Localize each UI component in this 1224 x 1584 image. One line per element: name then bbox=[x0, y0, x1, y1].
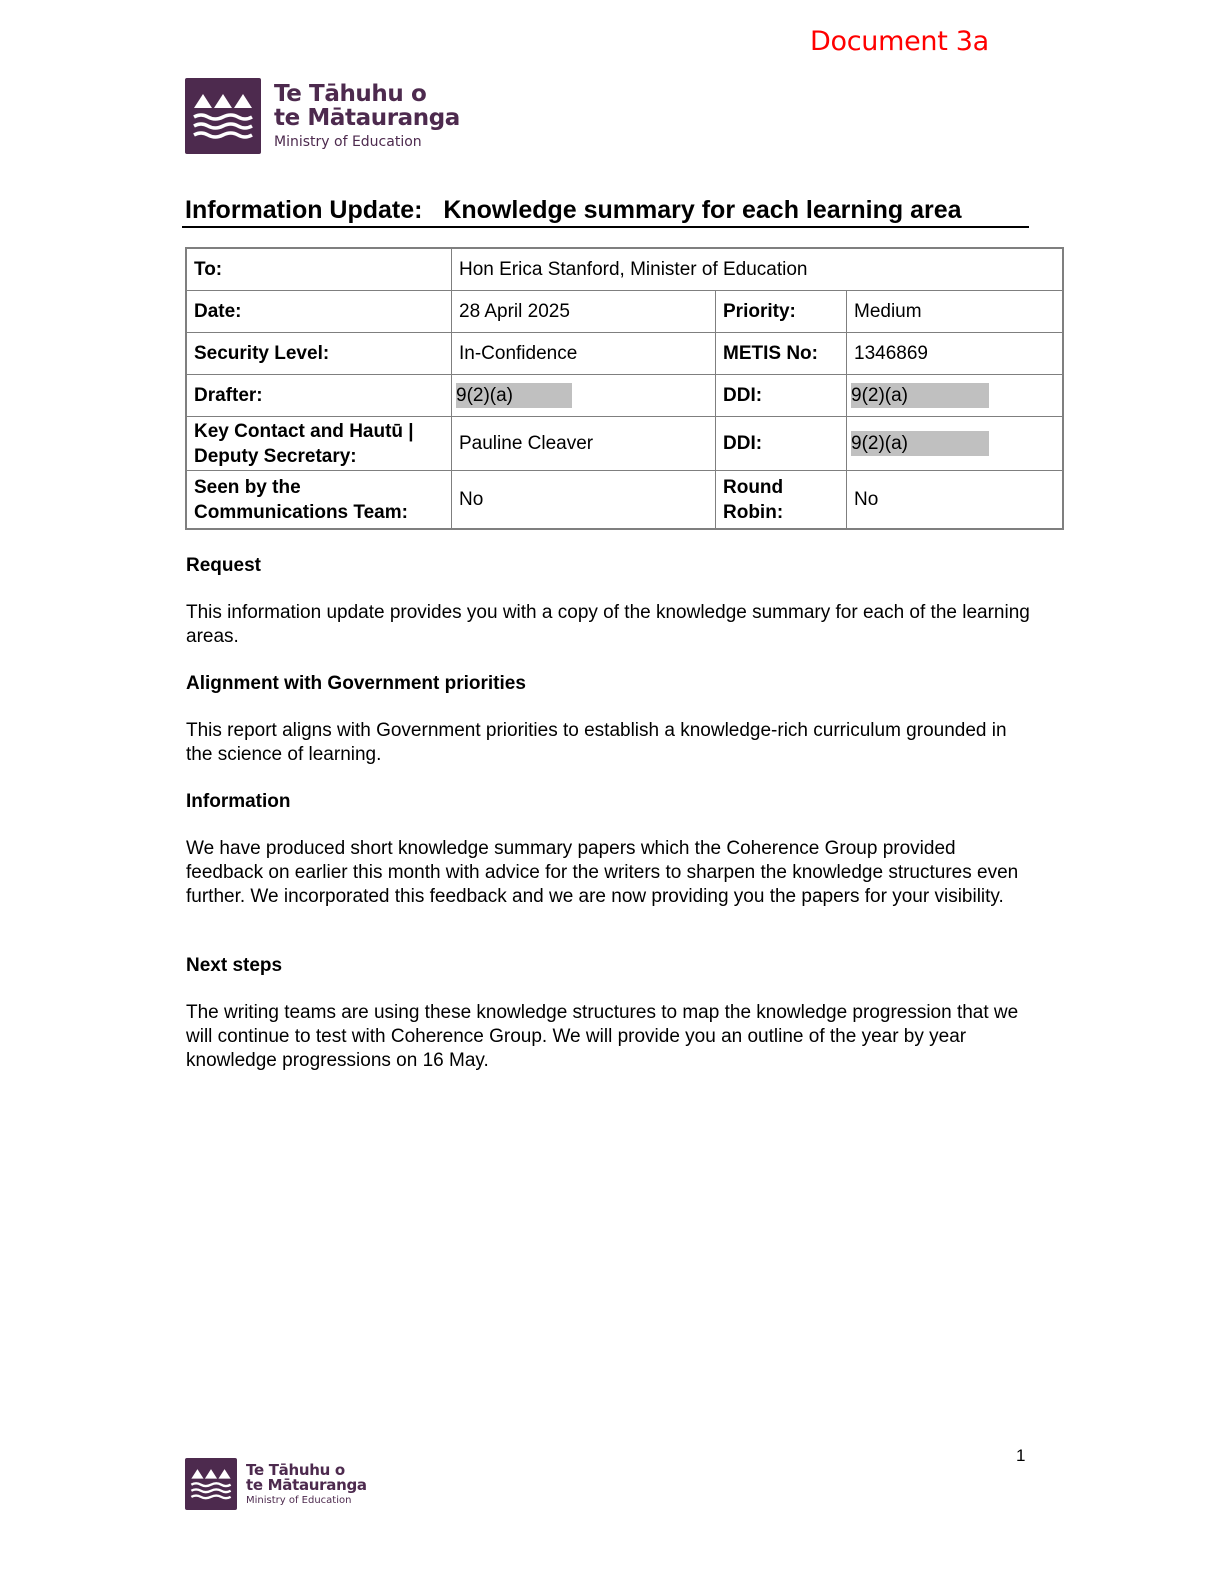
drafter-redacted-value: 9(2)(a) bbox=[456, 383, 572, 408]
footer-ministry-logo bbox=[185, 1458, 367, 1510]
round-robin-label-line-2: Robin: bbox=[723, 501, 784, 523]
key-contact-label-line-1: Key Contact and Hautū | bbox=[194, 420, 414, 442]
page-title: Information Update: Knowledge summary for each learning area bbox=[185, 196, 962, 224]
key-contact-label bbox=[186, 417, 452, 471]
round-robin-label-line-1: Round bbox=[723, 476, 784, 498]
footer-logo-line-2: te Mātauranga bbox=[246, 1475, 367, 1494]
round-robin-label bbox=[716, 471, 847, 530]
next-steps-heading: Next steps bbox=[186, 955, 283, 976]
title-underline bbox=[182, 226, 1029, 228]
table-row bbox=[186, 291, 1063, 333]
table-row bbox=[186, 248, 1063, 291]
ddi-label-2: DDI: bbox=[716, 417, 847, 471]
logo-line-3: Ministry of Education bbox=[274, 134, 422, 150]
to-value: Hon Erica Stanford, Minister of Education bbox=[452, 248, 1064, 291]
information-heading: Information bbox=[186, 791, 291, 812]
ddi-redacted-value: 9(2)(a) bbox=[851, 383, 989, 408]
logo-line-1: Te Tāhuhu o bbox=[274, 81, 427, 107]
security-level-label: Security Level: bbox=[186, 333, 452, 375]
to-label: To: bbox=[186, 248, 452, 291]
comms-team-label bbox=[186, 471, 452, 530]
key-contact-label-line-2: Deputy Secretary: bbox=[194, 445, 357, 467]
drafter-label: Drafter: bbox=[186, 375, 452, 417]
ddi-2-redacted-value: 9(2)(a) bbox=[851, 431, 989, 456]
footer-logo-mark-icon bbox=[185, 1458, 237, 1510]
table-row bbox=[186, 333, 1063, 375]
round-robin-value: No bbox=[847, 471, 1064, 530]
page-number: 1 bbox=[1016, 1446, 1026, 1465]
footer-logo-line-1: Te Tāhuhu o bbox=[246, 1460, 345, 1479]
next-steps-body: The writing teams are using these knowledge structures to map the knowledge progression that we will continue to test with Coherence Group. We will provide you an outline of the year by year knowledge progressions on 16 May. bbox=[186, 1002, 1019, 1071]
table-row bbox=[186, 375, 1063, 417]
request-body: This information update provides you with a copy of the knowledge summary for each of the learning areas. bbox=[186, 602, 1030, 647]
date-value: 28 April 2025 bbox=[452, 291, 716, 333]
logo-line-2: te Mātauranga bbox=[274, 105, 460, 131]
priority-value: Medium bbox=[847, 291, 1064, 333]
comms-team-label-line-2: Communications Team: bbox=[194, 501, 408, 523]
security-level-value: In-Confidence bbox=[452, 333, 716, 375]
date-label: Date: bbox=[186, 291, 452, 333]
metis-label: METIS No: bbox=[716, 333, 847, 375]
document-label: Document 3a bbox=[810, 26, 989, 57]
table-row bbox=[186, 417, 1063, 471]
metis-value: 1346869 bbox=[847, 333, 1064, 375]
table-row bbox=[186, 471, 1063, 530]
metadata-table bbox=[185, 247, 1064, 530]
information-body: We have produced short knowledge summary papers which the Coherence Group provided feedback on earlier this month with advice for the writers to sharpen the knowledge structures even further. We incorporated this feedback and we are now providing you the papers for your visibility. bbox=[186, 838, 1019, 907]
footer-logo-line-3: Ministry of Education bbox=[246, 1494, 352, 1506]
request-heading: Request bbox=[186, 555, 261, 576]
comms-team-value: No bbox=[452, 471, 716, 530]
comms-team-label-line-1: Seen by the bbox=[194, 476, 301, 498]
priority-label: Priority: bbox=[716, 291, 847, 333]
ministry-logo bbox=[185, 78, 460, 154]
logo-mark-icon bbox=[185, 78, 261, 154]
alignment-heading: Alignment with Government priorities bbox=[186, 673, 526, 694]
key-contact-value: Pauline Cleaver bbox=[452, 417, 716, 471]
ddi-label: DDI: bbox=[716, 375, 847, 417]
alignment-body: This report aligns with Government priorities to establish a knowledge-rich curriculum grounded in the science of learning. bbox=[186, 720, 1007, 765]
